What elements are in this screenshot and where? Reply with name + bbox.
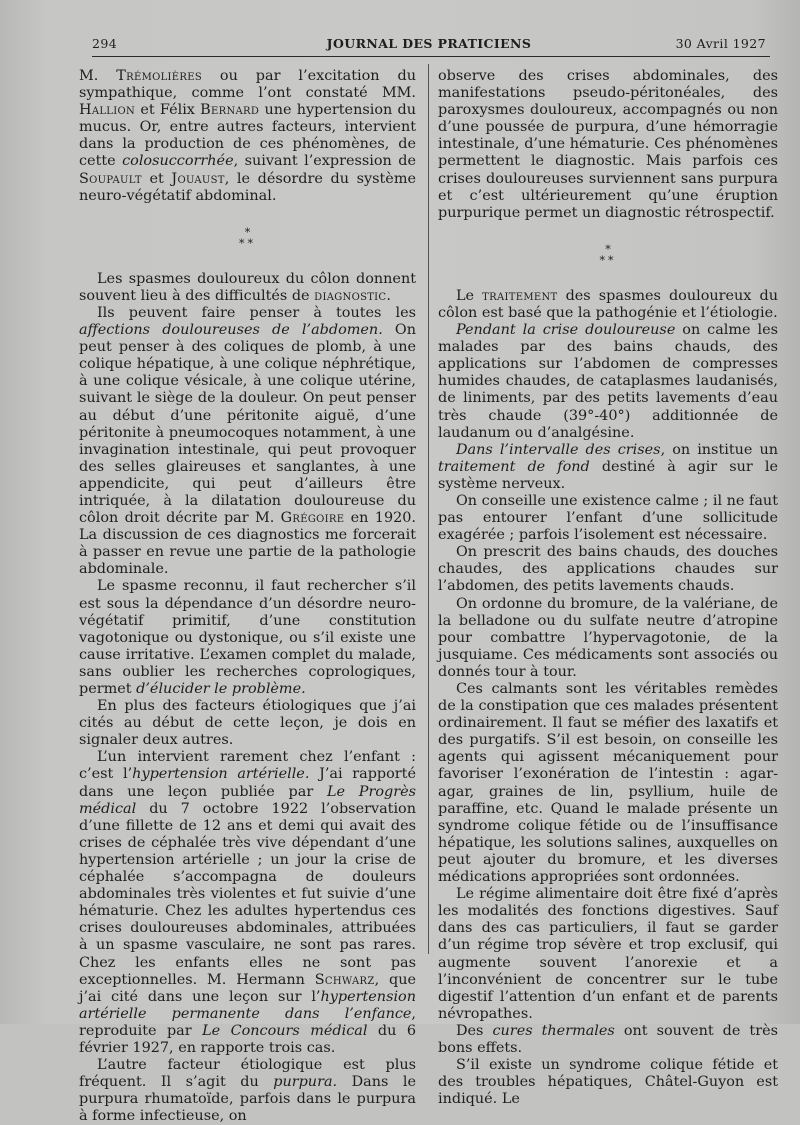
text-run: Ces calmants sont les véritables remèdes de la constipation que ces malades présentent ordinairement. Il faut se méfier des laxatifs et des purgatifs. S’il est besoin, on conseille les agents qui agissent mécaniquement pour favoriser l’exonération de l’intestin : agar-agar, graines de lin, psyllium, huile de paraffine, etc. Quand le malade présente un syndrome colique fétide ou de l’insuffisance hépatique, les solutions salines, auxquelles on peut ajouter du bromure, et les diverses médications appropriées sont ordonnées. xyxy=(438,681,778,886)
italic-run: affections douloureuses de l’abdomen. xyxy=(79,322,383,339)
text-run: . xyxy=(386,287,391,304)
text-run: Le spasme reconnu, il faut rechercher s’il est sous la dépendance d’un désordre neuro-végétatif primitif, d’une constitution vagotonique ou dystonique, ou s’il existe une cause irritative. L’examen complet du malade, sans oublier les recherches coprologiques, permet xyxy=(79,578,416,697)
text-run: et xyxy=(141,170,172,187)
italic-run: Dans l’intervalle des crises xyxy=(456,441,661,458)
italic-run: hypertension artérielle. xyxy=(132,766,310,783)
text-run: Ils peuvent faire penser à toutes les xyxy=(97,304,416,321)
text-run: M. xyxy=(79,68,117,84)
text-run: , reproduite par xyxy=(79,1005,416,1039)
paragraph xyxy=(438,68,778,222)
text-run: on calme les malades par des bains chauds, des applications sur l’abdomen de compresses humides chaudes, de cataplasmes laudanisés, de liniments, par des petits lavements d’eau très chaude (39°-40°) additionnée de laudanum ou d’analgésine. xyxy=(438,322,778,441)
paragraph xyxy=(438,544,778,595)
header-rule xyxy=(92,56,770,57)
paragraph xyxy=(79,749,416,1057)
italic-run: Pendant la crise douloureuse xyxy=(456,322,676,339)
small-caps-run: diagnostic xyxy=(314,287,387,304)
italic-run: Le Concours médical xyxy=(202,1022,368,1039)
text-run: en 1920. La discussion de ces diagnostics me forcerait à passer en revue une partie de la pathologie abdominale. xyxy=(79,510,416,578)
paragraph xyxy=(438,1057,778,1108)
italic-run: d’élucider le problème. xyxy=(136,681,306,697)
text-run: et Félix xyxy=(135,102,201,119)
text-run: , que j’ai cité dans une leçon sur l’ xyxy=(79,971,416,1005)
text-run: Le régime alimentaire doit être fixé d’après les modalités des fonctions digestives. Sauf dans des cas particuliers, il faut se garder d’un régime trop sévère et trop exclusif, qui augmente souvent l’anorexie et a l’inconvénient de concentrer sur le tube digestif l’attention d’un enfant et de parents névropathes. xyxy=(438,886,778,1022)
text-run: J’ai rapporté dans une leçon publiée par xyxy=(79,766,416,800)
text-run: , le désordre du système neuro-végétatif abdominal. xyxy=(79,170,416,204)
text-run: destiné à agir sur le système nerveux. xyxy=(438,458,778,492)
text-run: On peut penser à des coliques de plomb, à une colique hépatique, à une colique néphrétique, à une colique vésicale, à une colique utérine, suivant le siège de la douleur. On peut penser au début d’une péritonite aiguë, d’une péritonite à pneumocoques notamment, à une invagination intestinale, qui peut provoquer des selles glaireuses et sanglantes, à une appendicite, qui peut d’ailleurs être intriquée, à la dilatation douloureuse du côlon droit décrite par M. xyxy=(79,322,416,527)
italic-run: cures thermales xyxy=(492,1022,615,1039)
paragraph xyxy=(79,1057,416,1125)
left-column xyxy=(79,68,416,1125)
text-run: L’autre facteur étiologique est plus fréquent. Il s’agit du xyxy=(79,1057,416,1091)
paragraph xyxy=(438,442,778,493)
small-caps-run: Schwarz xyxy=(314,971,375,988)
text-run: observe des crises abdominales, des manifestations pseudo-péritonéales, des paroxysmes douloureux, accompagnés ou non d’une poussée de purpura, d’une hémorragie intestinale, d’une hématurie. Ces phénomènes permettent le diagnostic. Mais parfois ces crises douloureuses surviennent sans purpura et c’est ultérieurement qu’une éruption purpurique permet un diagnostic rétrospectif. xyxy=(438,68,778,221)
paragraph xyxy=(438,493,778,544)
text-run: Dans le purpura rhumatoïde, parfois dans le purpura à forme infectieuse, on xyxy=(79,1074,416,1125)
text-run: , suivant l’expression de xyxy=(233,153,416,170)
text-run: Le xyxy=(456,287,483,304)
small-caps-run: Hallion xyxy=(79,102,136,119)
text-run: du 6 février 1927, en rapporte trois cas. xyxy=(79,1022,416,1056)
text-run: Les spasmes douloureux du côlon donnent souvent lieu à des difficultés de xyxy=(79,270,416,304)
italic-run: purpura. xyxy=(273,1074,338,1091)
text-run: On prescrit des bains chauds, des douches chaudes, des applications chaudes sur l’abdomen, des petits lavements chauds. xyxy=(438,544,778,595)
column-divider xyxy=(428,64,429,954)
text-run: L’un intervient rarement chez l’enfant : c’est l’ xyxy=(79,749,416,783)
text-run: On conseille une existence calme ; il ne faut pas entourer l’enfant d’une sollicitude exagérée ; parfois l’isolement est nécessaire. xyxy=(438,492,778,544)
small-caps-run: Soupault xyxy=(79,170,142,187)
text-run: On ordonne du bromure, de la valériane, de la belladone ou du sulfate neutre d’atropine pour combattre l’hypervagotonie, de la jusquiame. Ces médicaments sont associés ou donnés tour à tour. xyxy=(438,595,778,680)
page-header xyxy=(92,36,766,56)
small-caps-run: Grégoire xyxy=(280,510,345,527)
paragraph xyxy=(79,578,416,698)
text-run: Des xyxy=(456,1022,493,1039)
italic-run: hypertension artérielle permanente dans l’enfance xyxy=(79,988,416,1022)
section-separator: * ** xyxy=(239,225,256,250)
paragraph xyxy=(438,1023,778,1057)
text-run: ou par l’excitation du sympathique, comme l’ont constaté MM. xyxy=(79,68,416,102)
right-column xyxy=(438,68,778,1108)
small-caps-run: Trémolières xyxy=(116,68,202,84)
section-separator: * ** xyxy=(599,242,617,267)
small-caps-run: Jouaust xyxy=(171,170,225,187)
paragraph xyxy=(79,698,416,749)
italic-run: Le Progrès médical xyxy=(79,783,416,817)
small-caps-run: Bernard xyxy=(200,102,260,119)
paragraph xyxy=(79,305,416,579)
text-run: ont souvent de très bons effets. xyxy=(438,1022,778,1056)
text-run: des spasmes douloureux du côlon est basé que la pathogénie et l’étiologie. xyxy=(438,287,778,321)
paragraph xyxy=(79,68,416,205)
text-run: En plus des facteurs étiologiques que j’ai cités au début de cette leçon, je dois en signaler deux autres. xyxy=(79,698,416,749)
paragraph xyxy=(438,886,778,1023)
italic-run: traitement de fond xyxy=(438,458,590,475)
paragraph xyxy=(438,681,778,886)
italic-run: colosuccorrhée xyxy=(122,153,234,170)
paragraph xyxy=(79,271,416,305)
page-number: 294 xyxy=(92,36,118,51)
text-run: S’il existe un syndrome colique fétide et des troubles hépatiques, Châtel-Guyon est indiqué. Le xyxy=(438,1057,778,1108)
text-run: du 7 octobre 1922 l’observation d’une fillette de 12 ans et demi qui avait des crises de céphalée très vive dépendant d’une hypertension artérielle ; un jour la crise de céphalée s’accompagna de douleurs abdominales très violentes et fut suivie d’une hématurie. Chez les adultes hypertendus ces crises douloureuses abdominales, attribuées à un spasme vasculaire, ne sont pas rares. Chez les enfants elles ne sont pas exceptionnelles. M. Hermann xyxy=(79,800,416,988)
issue-date: 30 Avril 1927 xyxy=(675,36,766,51)
journal-title: JOURNAL DES PRATICIENS xyxy=(326,36,532,51)
paragraph xyxy=(438,322,778,442)
small-caps-run: traitement xyxy=(482,287,558,304)
text-run: , on institue un xyxy=(660,441,778,458)
paragraph xyxy=(438,288,778,322)
text-run: une hypertension du mucus. Or, entre autres facteurs, intervient dans la production de ces phénomènes, de cette xyxy=(79,102,416,170)
paragraph xyxy=(438,596,778,681)
